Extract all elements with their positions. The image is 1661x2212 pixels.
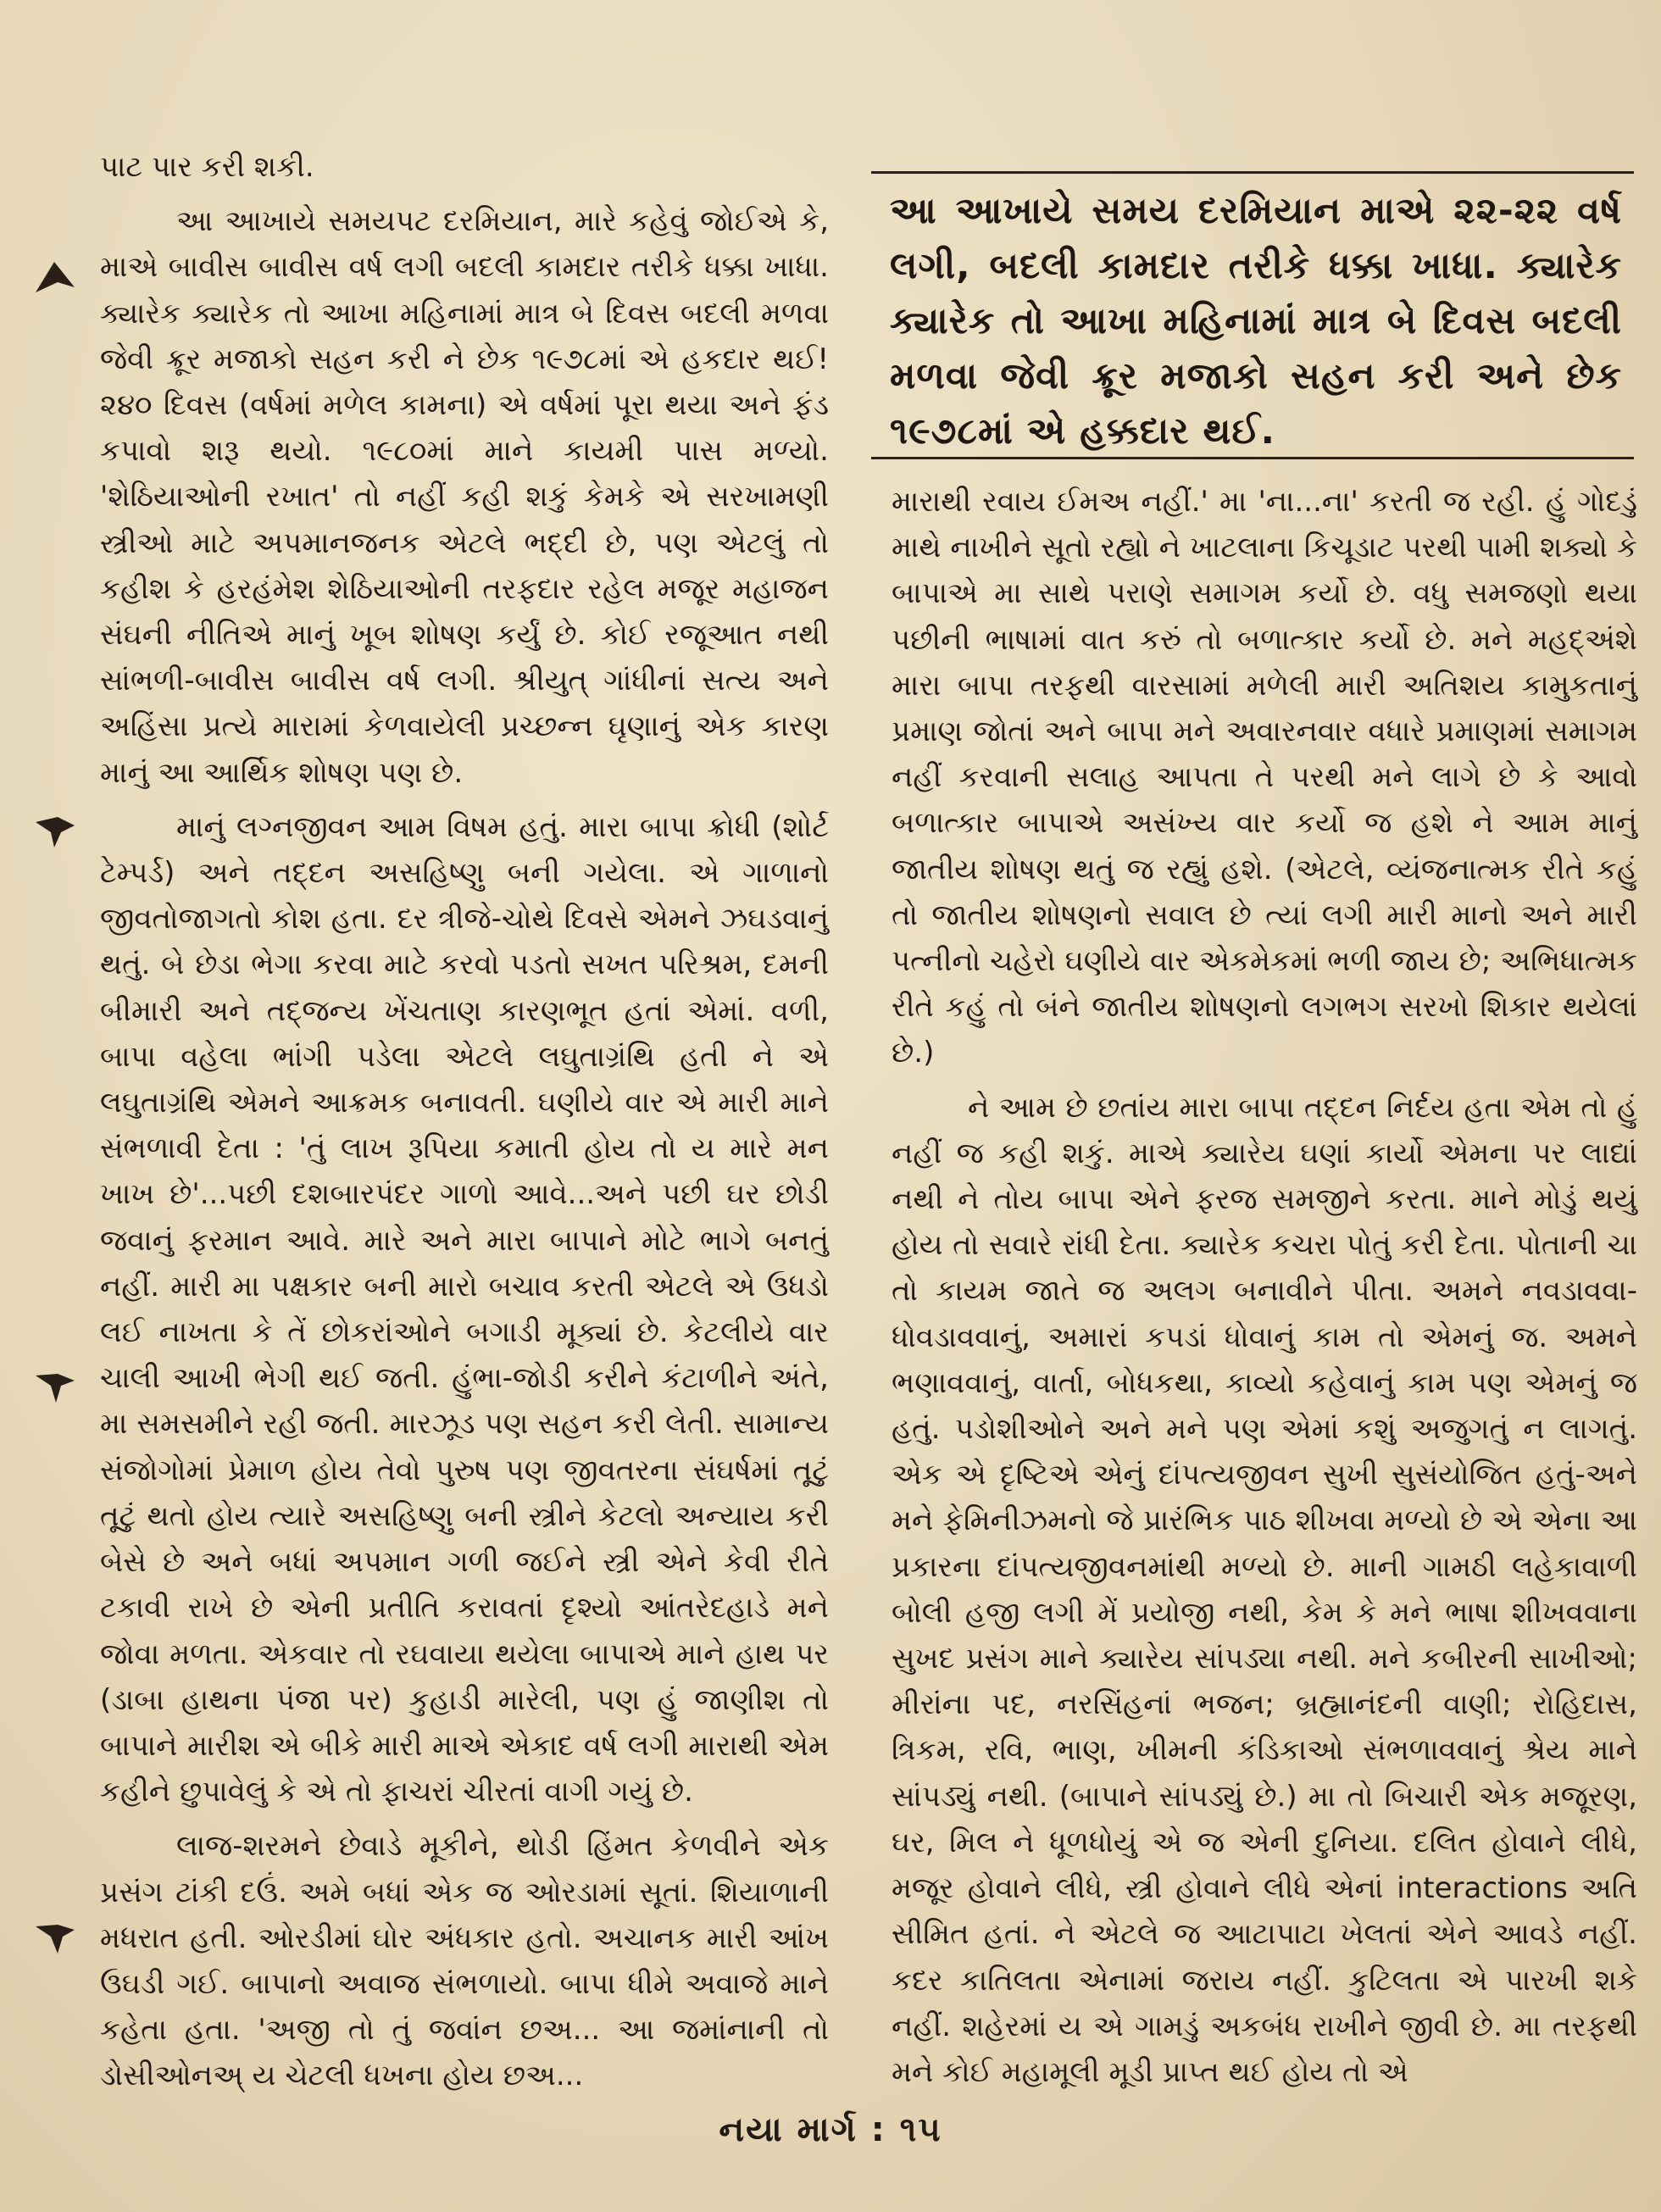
left-paragraph-3: માનું લગ્નજીવન આમ વિષમ હતું. મારા બાપા ક્રોધી (શોર્ટ ટેમ્પર્ડ) અને તદ્દન અસહિષ્ણુ બની ગયેલા. એ ગાળાનો જીવતોજાગતો કોશ હતા. દર ત્રીજે-ચોથે દિવસે એમને ઝઘડવાનું થતું. બે છેડા ભેગા કરવા માટે કરવો પડતો સખત પરિશ્રમ, દમની બીમારી અને તદ્જન્ય ખેંચતાણ કારણભૂત હતાં એમાં. વળી, બાપા વહેલા ભાંગી પડેલા એટલે લઘુતાગ્રંથિ હતી ને એ લઘુતાગ્રંથિ એમને આક્રમક બનાવતી. ઘણીયે વાર એ મારી માને સંભળાવી દેતા : 'તું લાખ રૂપિયા કમાતી હોય તો ય મારે મન ખાખ છે'...પછી દશબારપંદર ગાળો આવે...અને પછી ઘર છોડી જવાનું ફરમાન આવે. મારે અને મારા બાપાને મોટે ભાગે બનતું નહીં. મારી મા પક્ષકાર બની મારો બચાવ કરતી એટલે એ ઉધડો લઈ નાખતા કે તેં છોકરાંઓને બગાડી મૂક્યાં છે. કેટલીયે વાર ચાલી આખી ભેગી થઈ જતી. હુંભા-જોડી કરીને કંટાળીને અંતે, મા સમસમીને રહી જતી. મારઝૂડ પણ સહન કરી લેતી. સામાન્ય સંજોગોમાં પ્રેમાળ હોય તેવો પુરુષ પણ જીવતરના સંઘર્ષમાં તૂટું તૂટું થતો હોય ત્યારે અસહિષ્ણુ બની સ્ત્રીને કેટલો અન્યાય કરી બેસે છે અને બધાં અપમાન ગળી જઈને સ્ત્રી એને કેવી રીતે ટકાવી રાખે છે એની પ્રતીતિ કરાવતાં દૃશ્યો આંતરેદહાડે મને જોવા મળતા. એકવાર તો રઘવાયા થયેલા બાપાએ માને હાથ પર (ડાબા હાથના પંજા પર) કુહાડી મારેલી, પણ હું જાણીશ તો બાપાને મારીશ એ બીકે મારી માએ એકાદ વર્ષ લગી મારાથી એમ કહીને છુપાવેલું કે એ તો ફાચરાં ચીરતાં વાગી ગયું છે.	[100, 809, 829, 1809]
page-footer: નયા માર્ગ : ૧૫	[719, 2110, 942, 2149]
binding-hole-mark-4	[32, 1920, 78, 1957]
binding-hole-mark-2	[32, 814, 78, 851]
pull-quote-text: આ આખાયે સમય દરમિયાન માએ ૨૨-૨૨ વર્ષ લગી, બદલી કામદાર તરીકે ધક્કા ખાધા. ક્યારેક ક્યારેક તો આખા મહિનામાં માત્ર બે દિવસ બદલી મળવા જેવી ક્રૂર મજાકો સહન કરી અને છેક ૧૯૭૮માં એ હક્કદાર થઈ.	[890, 190, 1622, 453]
pull-quote-box	[871, 171, 1634, 459]
binding-hole-mark-3	[32, 1369, 78, 1406]
left-paragraph-1: પાટ પાર કરી શકી.	[100, 150, 314, 184]
binding-hole-mark-1	[32, 258, 78, 296]
right-paragraph-1: મારાથી રવાય ઈમઅ નહીં.' મા 'ના...ના' કરતી જ રહી. હું ગોદડું માથે નાખીને સૂતો રહ્યો ને ખાટલાના કિચૂડાટ પરથી પામી શક્યો કે બાપાએ મા સાથે પરાણે સમાગમ કર્યો છે. વધુ સમજણો થયા પછીની ભાષામાં વાત કરું તો બળાત્કાર કર્યો છે. મને મહદ્અંશે મારા બાપા તરફથી વારસામાં મળેલી મારી અતિશય કામુકતાનું પ્રમાણ જોતાં અને બાપા મને અવારનવાર વધારે પ્રમાણમાં સમાગમ નહીં કરવાની સલાહ આપતા તે પરથી મને લાગે છે કે આવો બળાત્કાર બાપાએ અસંખ્ય વાર કર્યો જ હશે ને આમ માનું જાતીય શોષણ થતું જ રહ્યું હશે. (એટલે, વ્યંજનાત્મક રીતે કહું તો જાતીય શોષણનો સવાલ છે ત્યાં લગી મારી માનો અને મારી પત્નીનો ચહેરો ઘણીયે વાર એકમેકમાં ભળી જાય છે; અભિધાત્મક રીતે કહું તો બંને જાતીય શોષણનો લગભગ સરખો શિકાર થયેલાં છે.)	[892, 485, 1637, 1070]
left-paragraph-4: લાજ-શરમને છેવાડે મૂકીને, થોડી હિંમત કેળવીને એક પ્રસંગ ટાંકી દઉં. અમે બધાં એક જ ઓરડામાં સૂતાં. શિયાળાની મધરાત હતી. ઓરડીમાં ઘોર અંધકાર હતો. અચાનક મારી આંખ ઉઘડી ગઈ. બાપાનો અવાજ સંભળાયો. બાપા ધીમે અવાજે માને કહેતા હતા. 'અજી તો તું જવાંન છઅ... આ જમાંનાની તો ડોસીઓનઅ્ ય ચેટલી ધખના હોય છઅ...	[100, 1829, 829, 2093]
left-column	[100, 144, 829, 2099]
right-column	[892, 479, 1637, 2095]
left-paragraph-2: આ આખાયે સમયપટ દરમિયાન, મારે કહેવું જોઈએ કે, માએ બાવીસ બાવીસ વર્ષ લગી બદલી કામદાર તરીકે ધક્કા ખાધા. ક્યારેક ક્યારેક તો આખા મહિનામાં માત્ર બે દિવસ બદલી મળવા જેવી ક્રૂર મજાકો સહન કરી ને છેક ૧૯૭૮માં એ હકદાર થઈ! ૨૪૦ દિવસ (વર્ષમાં મળેલ કામના) એ વર્ષમાં પૂરા થયા અને ફંડ કપાવો શરૂ થયો. ૧૯૮૦માં માને કાયમી પાસ મળ્યો. 'શેઠિયાઓની રખાત' તો નહીં કહી શકું કેમકે એ સરખામણી સ્ત્રીઓ માટે અપમાનજનક એટલે ભદ્દી છે, પણ એટલું તો કહીશ કે હરહંમેશ શેઠિયાઓની તરફદાર રહેલ મજૂર મહાજન સંઘની નીતિએ માનું ખૂબ શોષણ કર્યું છે. કોઈ રજૂઆત નથી સાંભળી-બાવીસ બાવીસ વર્ષ લગી. શ્રીયુત્ ગાંધીનાં સત્ય અને અહિંસા પ્રત્યે મારામાં કેળવાયેલી પ્રચ્છન્ન ઘૃણાનું એક કારણ માનું આ આર્થિક શોષણ પણ છે.	[100, 204, 829, 790]
right-paragraph-2: ને આમ છે છતાંય મારા બાપા તદ્દન નિર્દય હતા એમ તો હું નહીં જ કહી શકું. માએ ક્યારેય ઘણાં કાર્યો એમના પર લાદ્યાં નથી ને તોય બાપા એને ફરજ સમજીને કરતા. માને મોડું થયું હોય તો સવારે રાંધી દેતા. ક્યારેક કચરા પોતું કરી દેતા. પોતાની ચા તો કાયમ જાતે જ અલગ બનાવીને પીતા. અમને નવડાવવા-ધોવડાવવાનું, અમારાં કપડાં ધોવાનું કામ તો એમનું જ. અમને ભણાવવાનું, વાર્તા, બોધકથા, કાવ્યો કહેવાનું કામ પણ એમનું જ હતું. પડોશીઓને અને મને પણ એમાં કશું અજુગતું ન લાગતું. એક એ દૃષ્ટિએ એનું દાંપત્યજીવન સુખી સુસંયોજિત હતું-અને મને ફેમિનીઝમનો જે પ્રારંભિક પાઠ શીખવા મળ્યો છે એ એના આ પ્રકારના દાંપત્યજીવનમાંથી મળ્યો છે. માની ગામઠી લહેકાવાળી બોલી હજી લગી મેં પ્રયોજી નથી, કેમ કે મને ભાષા શીખવવાના સુખદ પ્રસંગ માને ક્યારેય સાંપડ્યા નથી. મને કબીરની સાખીઓ; મીરાંના પદ, નરસિંહનાં ભજન; બ્રહ્માનંદની વાણી; રોહિદાસ, ત્રિકમ, રવિ, ભાણ, ખીમની કંડિકાઓ સંભળાવવાનું શ્રેય માને સાંપડ્યું નથી. (બાપાને સાંપડ્યું છે.) મા તો બિચારી એક મજૂરણ, ઘર, મિલ ને ધૂળધોયું એ જ એની દુનિયા. દલિત હોવાને લીધે, મજૂર હોવાને લીધે, સ્ત્રી હોવાને લીધે એનાં interactions અતિ સીમિત હતાં. ને એટલે જ આટાપાટા ખેલતાં એને આવડે નહીં. કદર કાતિલતા એનામાં જરાય નહીં. કુટિલતા એ પારખી શકે નહીં. શહેરમાં ય એ ગામડું અકબંધ રાખીને જીવી છે. મા તરફથી મને કોઈ મહામૂલી મૂડી પ્રાપ્ત થઈ હોય તો એ	[892, 1090, 1637, 2089]
